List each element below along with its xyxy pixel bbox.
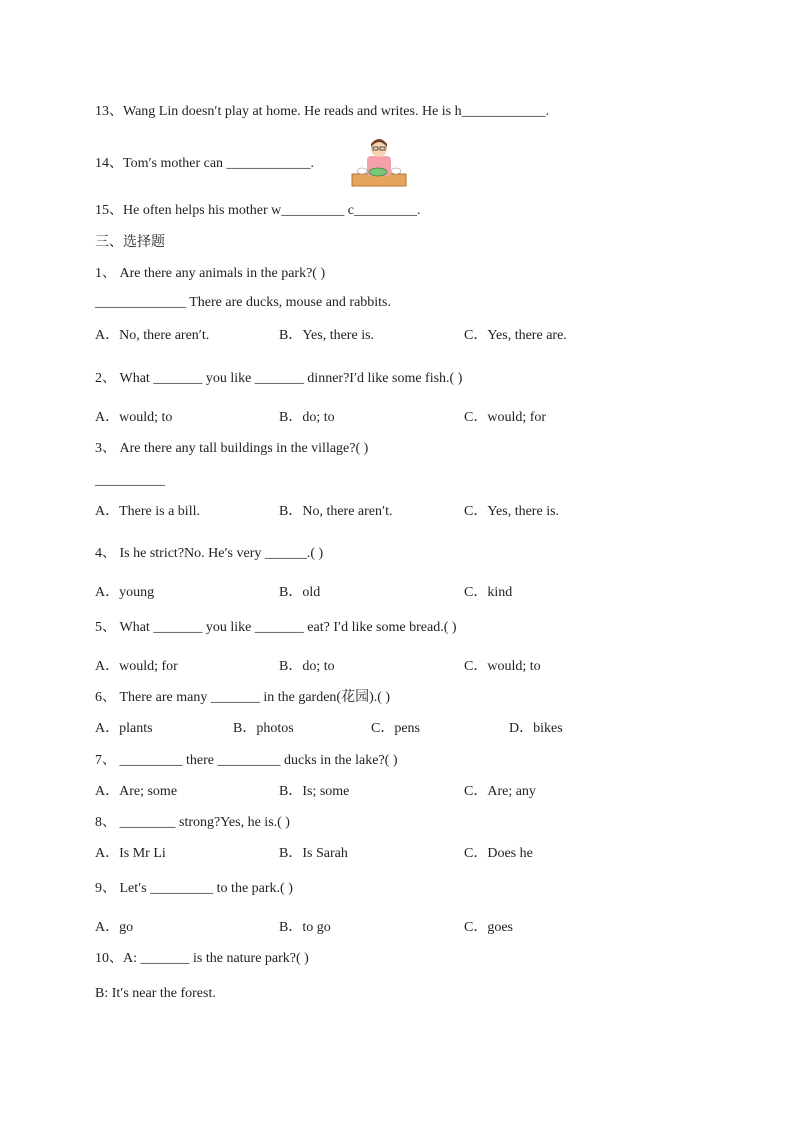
question-3-option-b: B．No, there aren′t. [279, 504, 393, 519]
question-7-stem: 7、 _________ there _________ ducks in the lake?( ) [95, 753, 398, 768]
question-6-option-a: A．plants [95, 721, 153, 736]
section-title: 三、选择题 [95, 234, 165, 250]
question-7-option-b: B．Is; some [279, 784, 350, 799]
question-4-option-a: A．young [95, 585, 155, 600]
line-q14: 14、Tom′s mother can ____________. [95, 156, 315, 171]
question-9-option-b: B．to go [279, 920, 331, 935]
question-1-stem: 1、 Are there any animals in the park?( ) [95, 266, 326, 281]
question-6-option-d: D．bikes [509, 721, 563, 736]
question-9-option-c: C．goes [464, 920, 513, 935]
question-1-option-a: A．No, there aren′t. [95, 328, 210, 343]
question-5-option-c: C．would; to [464, 659, 541, 674]
question-3-extra: __________ [95, 473, 165, 488]
question-10-extra: B: It′s near the forest. [95, 986, 216, 1001]
line-q15: 15、He often helps his mother w_________ c_________. [95, 203, 421, 218]
question-4-option-b: B．old [279, 585, 321, 600]
question-4-option-c: C．kind [464, 585, 513, 600]
question-2-option-b: B．do; to [279, 410, 335, 425]
question-1-option-b: B．Yes, there is. [279, 328, 375, 343]
question-7-option-a: A．Are; some [95, 784, 178, 799]
question-6-option-b: B．photos [233, 721, 294, 736]
question-5-option-b: B．do; to [279, 659, 335, 674]
question-6-option-c: C．pens [371, 721, 420, 736]
question-1-extra: _____________ There are ducks, mouse and rabbits. [95, 295, 392, 310]
question-8-option-b: B．Is Sarah [279, 846, 348, 861]
line-q13: 13、Wang Lin doesn′t play at home. He reads and writes. He is h____________. [95, 104, 550, 119]
question-8-stem: 8、 ________ strong?Yes, he is.( ) [95, 815, 290, 830]
question-10-stem: 10、A: _______ is the nature park?( ) [95, 951, 309, 966]
cooking-mother-icon [350, 138, 408, 188]
question-5-stem: 5、 What _______ you like _______ eat? I′d like some bread.( ) [95, 620, 457, 635]
question-2-option-c: C．would; for [464, 410, 547, 425]
question-1-option-c: C．Yes, there are. [464, 328, 567, 343]
question-9-option-a: A．go [95, 920, 134, 935]
question-9-stem: 9、 Let′s _________ to the park.( ) [95, 881, 293, 896]
question-3-option-c: C．Yes, there is. [464, 504, 560, 519]
question-8-option-a: A．Is Mr Li [95, 846, 166, 861]
question-6-stem: 6、 There are many _______ in the garden(花园).( ) [95, 690, 391, 705]
question-7-option-c: C．Are; any [464, 784, 536, 799]
question-5-option-a: A．would; for [95, 659, 178, 674]
question-2-stem: 2、 What _______ you like _______ dinner?I′d like some fish.( ) [95, 371, 463, 386]
question-3-stem: 3、 Are there any tall buildings in the village?( ) [95, 441, 369, 456]
question-4-stem: 4、 Is he strict?No. He′s very ______.( ) [95, 546, 324, 561]
question-8-option-c: C．Does he [464, 846, 533, 861]
question-3-option-a: A．There is a bill. [95, 504, 200, 519]
question-2-option-a: A．would; to [95, 410, 173, 425]
